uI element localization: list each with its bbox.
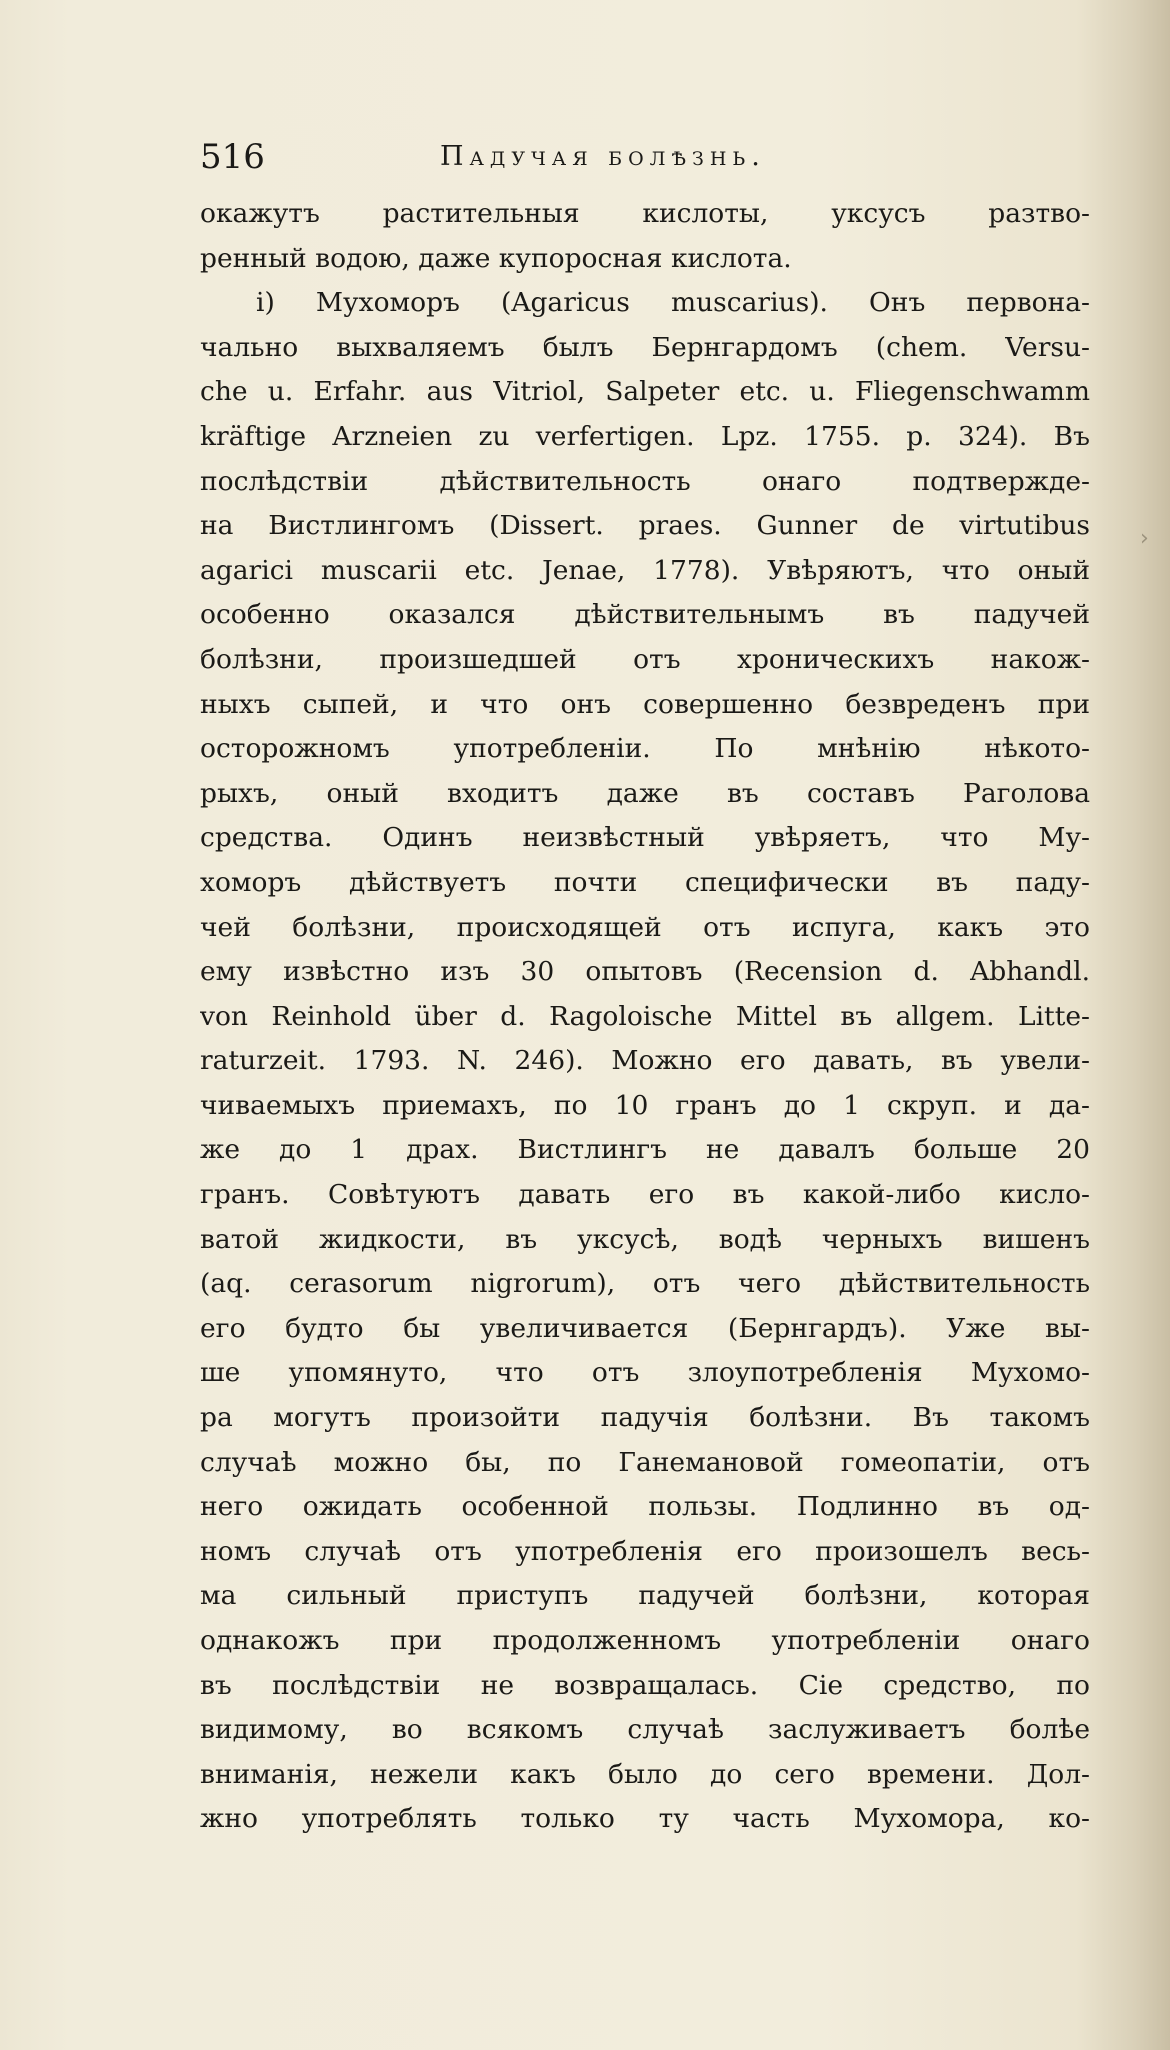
text-line: ше упомянуто, что отъ злоупотребленія Мухомо- — [200, 1357, 1090, 1389]
text-line: же до 1 драх. Вистлингъ не давалъ больше 20 — [200, 1134, 1090, 1166]
margin-mark: › — [1140, 526, 1149, 551]
text-line: ныхъ сыпей, и что онъ совершенно безвреденъ при — [200, 688, 1090, 720]
text-line: гранъ. Совѣтуютъ давать его въ какой-либо кисло- — [200, 1179, 1090, 1211]
text-line: (aq. cerasorum nigrorum), отъ чего дѣйствительность — [200, 1268, 1090, 1300]
text-line: вниманія, нежели какъ было до сего времени. Дол- — [200, 1758, 1090, 1790]
text-line: жно употреблять только ту часть Мухомора, ко- — [200, 1803, 1090, 1835]
text-line: особенно оказался дѣйствительнымъ въ падучей — [200, 599, 1090, 631]
text-line: его будто бы увеличивается (Бернгардъ). Уже вы- — [200, 1312, 1090, 1344]
text-line: средства. Одинъ неизвѣстный увѣряетъ, что Му- — [200, 822, 1090, 854]
text-line: raturzeit. 1793. N. 246). Можно его давать, въ увели- — [200, 1045, 1090, 1077]
text-line: che u. Erfahr. aus Vitriol, Salpeter etc. u. Fliegenschwamm — [200, 376, 1090, 408]
text-line: ренный водою, даже купоросная кислота. — [200, 242, 792, 274]
text-line: однакожъ при продолженномъ употребленіи онаго — [200, 1625, 1090, 1656]
text-line: ватой жидкости, въ уксусѣ, водѣ черныхъ вишенъ — [200, 1223, 1090, 1255]
text-line: видимому, во всякомъ случаѣ заслуживаетъ болѣе — [200, 1714, 1090, 1746]
text-line: хоморъ дѣйствуетъ почти специфически въ паду- — [200, 866, 1090, 898]
running-title: Падучая болѣзнь. — [440, 141, 766, 172]
text-line: ему извѣстно изъ 30 опытовъ (Recension d. Abhandl. — [200, 956, 1090, 988]
text-line: чиваемыхъ приемахъ, по 10 гранъ до 1 скруп. и да- — [200, 1089, 1090, 1121]
text-line: осторожномъ употребленіи. По мнѣнію нѣкото- — [200, 733, 1090, 765]
page-header — [200, 132, 1060, 182]
text-line: чей болѣзни, происходящей отъ испуга, какъ это — [200, 911, 1090, 943]
text-line: рыхъ, оный входитъ даже въ составъ Раголова — [200, 777, 1090, 809]
text-line: послѣдствіи дѣйствительность онаго подтвержде- — [200, 465, 1090, 497]
text-line: въ послѣдствіи не возвращалась. Сіе средство, по — [200, 1669, 1090, 1701]
text-line: чально выхваляемъ былъ Бернгардомъ (chem. Versu- — [200, 331, 1090, 363]
page-number: 516 — [200, 137, 265, 177]
text-line: болѣзни, произшедшей отъ хроническихъ накож- — [200, 643, 1090, 675]
text-line: kräftige Arzneien zu verfertigen. Lpz. 1755. p. 324). Въ — [200, 420, 1090, 452]
text-line: ма сильный приступъ падучей болѣзни, которая — [200, 1580, 1090, 1612]
text-line: на Вистлингомъ (Dissert. praes. Gunner de virtutibus — [200, 510, 1090, 542]
text-line: случаѣ можно бы, по Ганемановой гомеопатіи, отъ — [200, 1446, 1090, 1478]
text-line: него ожидать особенной пользы. Подлинно въ од- — [200, 1491, 1090, 1523]
text-line: agarici muscarii etc. Jenae, 1778). Увѣряютъ, что оный — [200, 554, 1090, 586]
text-line: i) Мухоморъ (Agaricus muscarius). Онъ первона- — [256, 287, 1090, 319]
text-line: окажутъ растительныя кислоты, уксусъ разтво- — [200, 198, 1090, 229]
text-line: von Reinhold über d. Ragoloische Mittel въ allgem. Litte- — [200, 1000, 1090, 1032]
text-body — [200, 192, 1090, 1842]
text-line: номъ случаѣ отъ употребленія его произошелъ весь- — [200, 1535, 1090, 1567]
text-line: ра могутъ произойти падучія болѣзни. Въ такомъ — [200, 1402, 1090, 1434]
